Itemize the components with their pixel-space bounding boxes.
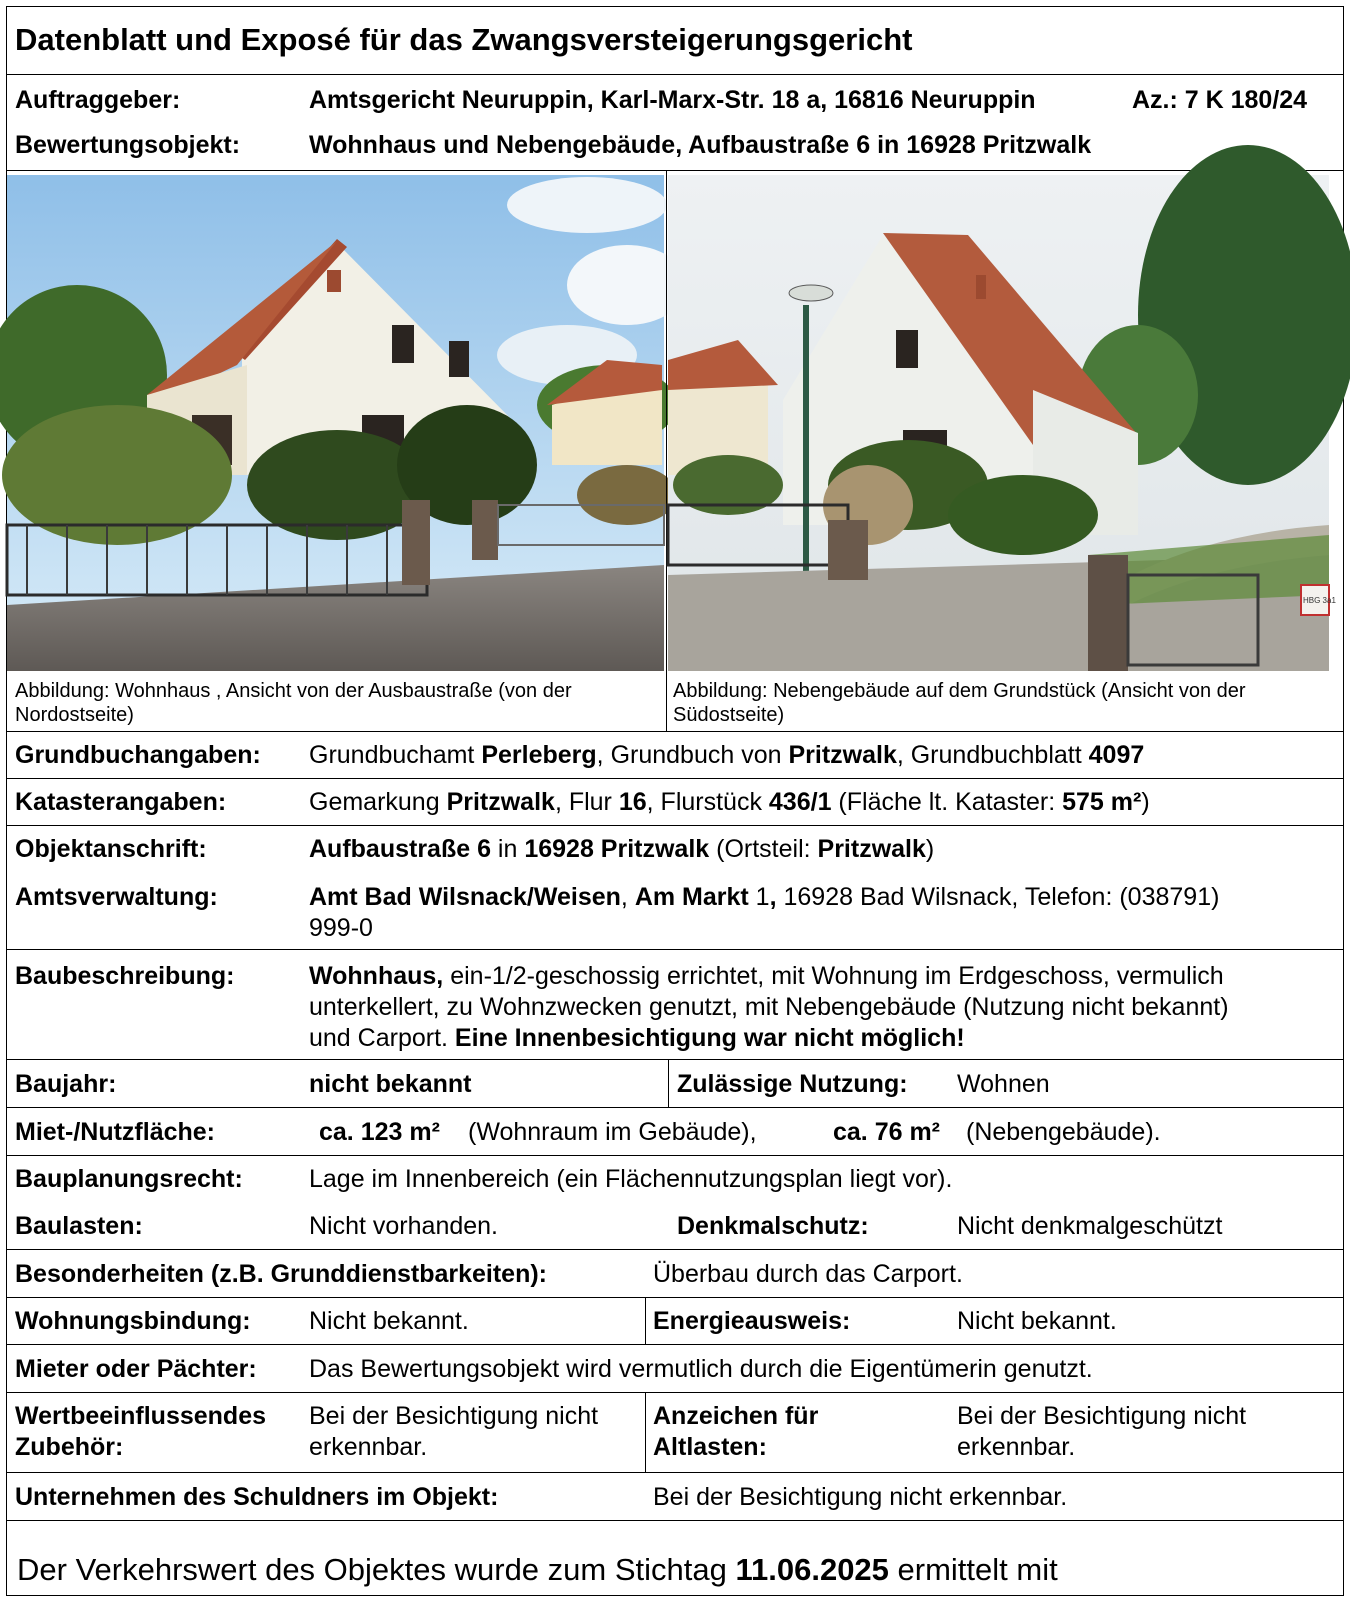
construction-year-value: nicht bekannt [309,1070,472,1098]
tenant-row [7,1345,1343,1393]
accessories-value-2: erkennbar. [309,1433,428,1461]
special-features-label: Besonderheiten (z.B. Grunddienstbarkeiten): [15,1260,548,1288]
file-number: Az.: 7 K 180/24 [1132,86,1308,114]
hydrant-sign: HBG 3a1 [1303,596,1336,605]
cell-divider [645,1298,646,1345]
special-features-row [7,1250,1343,1298]
monument-value: Nicht denkmalgeschützt [957,1212,1223,1240]
outbuilding-area-note: (Nebengebäude). [966,1118,1161,1146]
administration-label: Amtsverwaltung: [15,883,218,911]
description-line-3: und Carport. Eine Innenbesichtigung war nicht möglich! [309,1024,965,1052]
housing-commitment-value: Nicht bekannt. [309,1307,469,1335]
cell-divider [668,1060,669,1108]
accessories-value-1: Bei der Besichtigung nicht [309,1402,599,1430]
address-value: Aufbaustraße 6 in 16928 Pritzwalk (Ortsteil: Pritzwalk) [309,835,935,863]
special-features-value: Überbau durch das Carport. [653,1260,963,1288]
encumbrance-label: Baulasten: [15,1212,143,1240]
administration-value: Amt Bad Wilsnack/Weisen, Am Markt 1, 16928 Bad Wilsnack, Telefon: (038791) [309,883,1220,911]
planning-value: Lage im Innenbereich (ein Flächennutzungsplan liegt vor). [309,1165,953,1193]
living-area-note: (Wohnraum im Gebäude), [468,1118,757,1146]
outbuilding-photo [668,175,1336,671]
accessories-label-2: Zubehör: [15,1433,124,1461]
client-row [7,75,1343,171]
land-register-row [7,732,1343,779]
description-row [7,950,1343,1060]
datasheet [6,6,1344,1596]
accessories-row [7,1393,1343,1473]
land-register-value: Grundbuchamt Perleberg, Grundbuch von Pritzwalk, Grundbuchblatt 4097 [309,741,1145,769]
floor-area-label: Miet-/Nutzfläche: [15,1118,215,1146]
contamination-label-2: Altlasten: [653,1433,767,1461]
business-row [7,1473,1343,1521]
cadastre-row [7,779,1343,826]
client-label: Auftraggeber: [15,86,181,114]
administration-value-line2: 999-0 [309,914,373,942]
description-line-1: Wohnhaus, ein-1/2-geschossig errichtet, mit Wohnung im Erdgeschoss, vermulich [309,962,1224,990]
photo-caption-left: Abbildung: Wohnhaus , Ansicht von der Ausbaustraße (von der Nordostseite) [15,680,572,726]
business-label: Unternehmen des Schuldners im Objekt: [15,1483,499,1511]
object-label: Bewertungsobjekt: [15,131,241,159]
cell-divider [645,1393,646,1473]
outbuilding-area-value: ca. 76 m² [833,1118,941,1146]
accessories-label-1: Wertbeeinflussendes [15,1402,267,1430]
tenant-label: Mieter oder Pächter: [15,1355,257,1383]
construction-year-label: Baujahr: [15,1070,117,1098]
encumbrance-value: Nicht vorhanden. [309,1212,499,1240]
title-row [7,7,1343,75]
client-value: Amtsgericht Neuruppin, Karl-Marx-Str. 18 a, 16816 Neuruppin [309,86,1036,114]
energy-certificate-label: Energieausweis: [653,1307,851,1335]
housing-commitment-label: Wohnungsbindung: [15,1307,251,1335]
description-line-2: unterkellert, zu Wohnzwecken genutzt, mit Nebengebäude (Nutzung nicht bekannt) [309,993,1229,1021]
permitted-use-value: Wohnen [957,1070,1050,1098]
object-value: Wohnhaus und Nebengebäude, Aufbaustraße 6 in 16928 Pritzwalk [309,131,1092,159]
planning-label: Bauplanungsrecht: [15,1165,243,1193]
address-label: Objektanschrift: [15,835,207,863]
contamination-value-1: Bei der Besichtigung nicht [957,1402,1247,1430]
land-register-label: Grundbuchangaben: [15,741,261,769]
construction-year-row [7,1060,1343,1108]
outbuilding-illustration [668,175,1336,671]
house-photo [7,175,664,671]
monument-label: Denkmalschutz: [677,1212,869,1240]
permitted-use-label: Zulässige Nutzung: [677,1070,908,1098]
floor-area-row [7,1108,1343,1156]
photo-row [7,171,1343,732]
housing-commitment-row [7,1298,1343,1345]
planning-row [7,1156,1343,1250]
house-illustration [7,175,664,671]
description-label: Baubeschreibung: [15,962,235,990]
contamination-label-1: Anzeichen für [653,1402,819,1430]
page-title: Datenblatt und Exposé für das Zwangsversteigerungsgericht [15,22,913,57]
photo-divider [666,171,667,732]
market-value-statement: Der Verkehrswert des Objektes wurde zum Stichtag 11.06.2025 ermittelt mit [17,1552,1058,1587]
cadastre-value: Gemarkung Pritzwalk, Flur 16, Flurstück 436/1 (Fläche lt. Kataster: 575 m²) [309,788,1150,816]
market-value-row [7,1521,1343,1597]
living-area-value: ca. 123 m² [319,1118,440,1146]
tenant-value: Das Bewertungsobjekt wird vermutlich durch die Eigentümerin genutzt. [309,1355,1093,1383]
contamination-value-2: erkennbar. [957,1433,1076,1461]
photo-caption-right: Abbildung: Nebengebäude auf dem Grundstück (Ansicht von der Südostseite) [673,680,1246,726]
business-value: Bei der Besichtigung nicht erkennbar. [653,1483,1068,1511]
cadastre-label: Katasterangaben: [15,788,227,816]
energy-certificate-value: Nicht bekannt. [957,1307,1117,1335]
address-row [7,826,1343,950]
